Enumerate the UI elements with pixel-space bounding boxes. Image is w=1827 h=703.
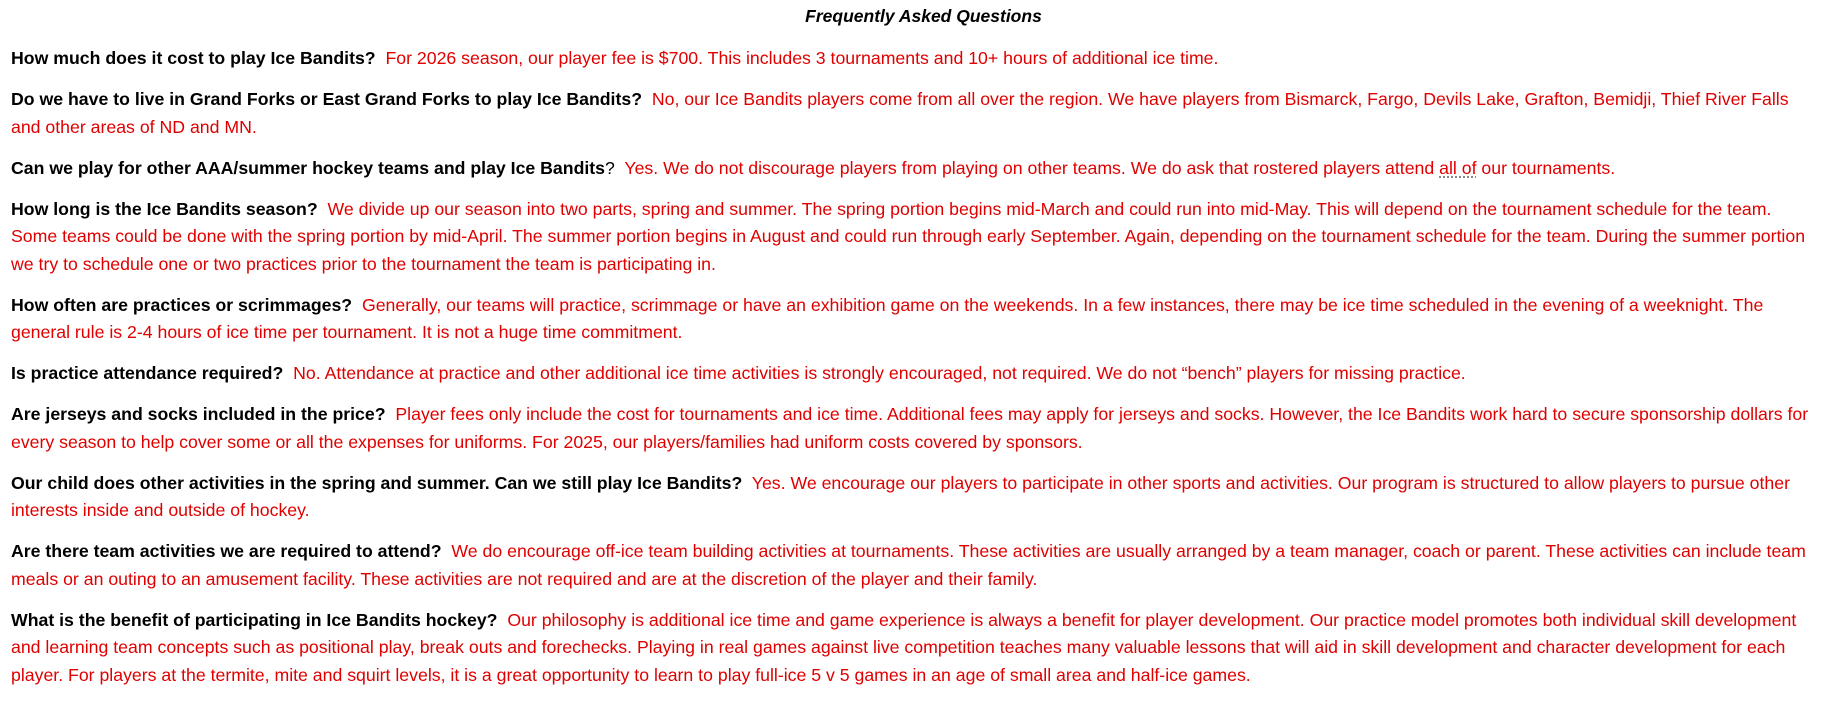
faq-answer: For 2026 season, our player fee is $700. This includes 3 tournaments and 10+ hours of additional ice time. xyxy=(385,48,1219,68)
faq-item-residency xyxy=(11,86,1821,141)
faq-question: How much does it cost to play Ice Bandits? xyxy=(11,48,376,68)
faq-item-jerseys xyxy=(11,401,1821,456)
faq-item-cost xyxy=(11,45,1821,73)
document-title: Frequently Asked Questions xyxy=(805,6,1042,26)
faq-item-other-activities xyxy=(11,470,1821,525)
faq-answer: Our philosophy is additional ice time and game experience is always a benefit for player development. Our practice model promotes both individual skill development and learning team concepts such as positional play, break outs and forechecks. Playing in real games against live competition teaches many valuable lessons that will aid in skill development and character development for each player. For players at the termite, mite and squirt levels, it is a great opportunity to learn to play full-ice 5 v 5 games in an age of small area and half-ice games. xyxy=(11,609,1797,685)
faq-answer: We divide up our season into two parts, spring and summer. The spring portion begins mid-March and could run into mid-May. This will depend on the tournament schedule for the team. Some teams could be done with the spring portion by mid-April. The summer portion begins in August and could run through early September. Again, depending on the tournament schedule for the team. During the summer portion we try to schedule one or two practices prior to the tournament the team is participating in. xyxy=(11,198,1806,274)
faq-answer: Generally, our teams will practice, scrimmage or have an exhibition game on the weekends. In a few instances, there may be ice time scheduled in the evening of a weeknight. The general rule is 2-4 hours of ice time per tournament. It is not a huge time commitment. xyxy=(11,294,1764,342)
faq-list xyxy=(11,45,1821,703)
faq-question: Are there team activities we are required to attend? xyxy=(11,541,442,561)
faq-item-benefit xyxy=(11,607,1821,690)
faq-question: How long is the Ice Bandits season? xyxy=(11,198,318,219)
faq-item-season-length xyxy=(11,196,1821,279)
faq-question: What is the benefit of participating in Ice Bandits hockey? xyxy=(11,609,498,630)
faq-answer-part: Yes. We do not discourage players from playing on other teams. We do ask that rostered players attend xyxy=(624,157,1440,178)
faq-question: Is practice attendance required? xyxy=(11,363,284,383)
faq-question: Do we have to live in Grand Forks or East Grand Forks to play Ice Bandits? xyxy=(11,89,643,109)
faq-question: Our child does other activities in the spring and summer. Can we still play Ice Bandits? xyxy=(11,472,743,493)
faq-answer-part: our tournaments. xyxy=(1476,157,1616,178)
faq-answer xyxy=(624,158,1615,178)
faq-answer: No. Attendance at practice and other additional ice time activities is strongly encouraged, not required. We do not “bench” players for missing practice. xyxy=(293,363,1466,383)
faq-item-team-activities xyxy=(11,538,1821,593)
faq-item-attendance xyxy=(11,360,1821,388)
faq-item-practice-frequency xyxy=(11,292,1821,347)
faq-answer: Yes. We encourage our players to participate in other sports and activities. Our program is structured to allow players to pursue other interests inside and outside of hockey. xyxy=(11,472,1790,520)
faq-answer: We do encourage off-ice team building activities at tournaments. These activities are usually arranged by a team manager, coach or parent. These activities can include team meals or an outing to an amusement facility. These activities are not required and are at the discretion of the player and their family. xyxy=(11,541,1806,589)
faq-answer-emphasis: all of xyxy=(1439,157,1477,178)
faq-answer: No, our Ice Bandits players come from all over the region. We have players from Bismarck, Fargo, Devils Lake, Grafton, Bemidji, Thief River Falls and other areas of ND and MN. xyxy=(11,89,1789,137)
faq-question: Can we play for other AAA/summer hockey teams and play Ice Bandits xyxy=(11,157,606,178)
faq-question-mark: ? xyxy=(605,157,615,178)
faq-question: How often are practices or scrimmages? xyxy=(11,294,353,315)
faq-answer: Player fees only include the cost for tournaments and ice time. Additional fees may apply for jerseys and socks. However, the Ice Bandits work hard to secure sponsorship dollars for every season to help cover some or all the expenses for uniforms. For 2025, our players/families had uniform costs covered by sponsors. xyxy=(11,404,1809,452)
faq-item-other-teams xyxy=(11,155,1821,183)
faq-question: Are jerseys and socks included in the price? xyxy=(11,404,386,424)
